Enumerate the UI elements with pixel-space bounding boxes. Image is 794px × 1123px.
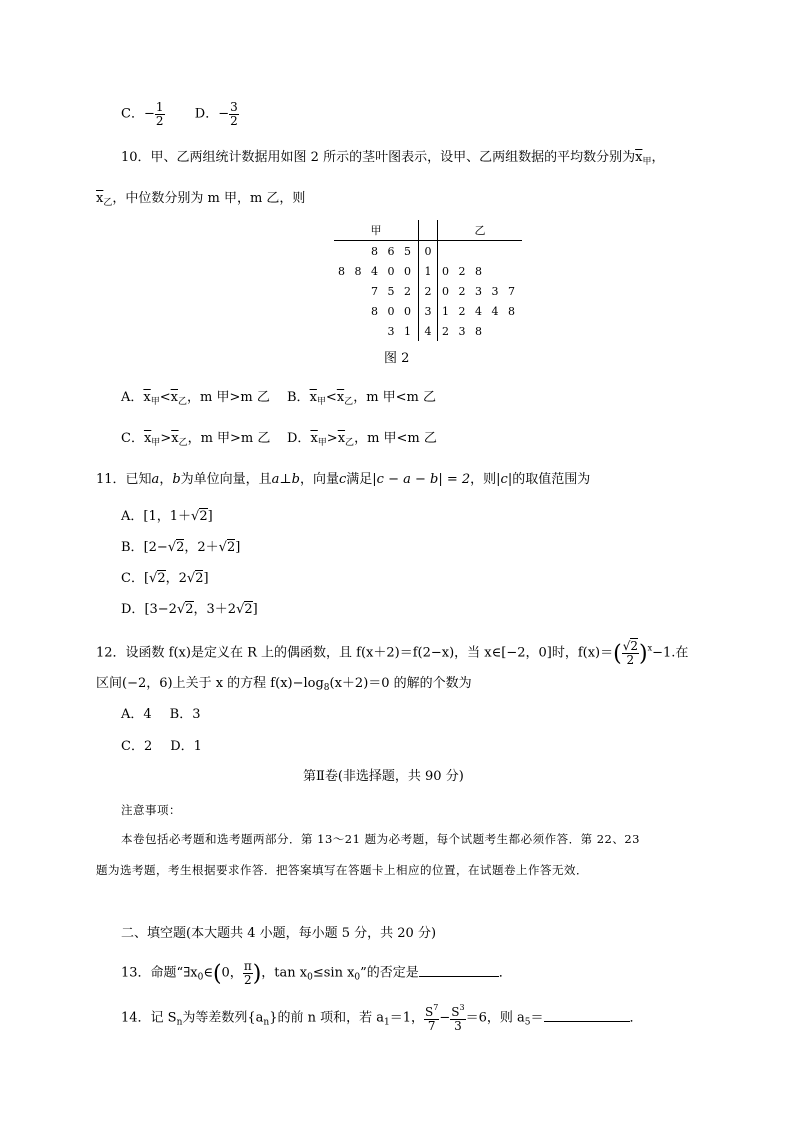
q9-option-d-fraction: [229, 101, 239, 127]
q11-opt-pre: [: [143, 571, 150, 586]
q10-text-2: ，中位数分别为 m 甲，m 乙，则: [112, 191, 306, 206]
q10-opt-xbar: $\overline{x}$: [309, 390, 317, 405]
q9-option-c-sign: −: [143, 106, 155, 122]
q10-opt-xbar2: $\overline{x}$: [171, 431, 179, 446]
q10-comma: ，: [651, 150, 665, 165]
q13-two: 2: [243, 972, 252, 987]
q11-text-5: ，则: [470, 472, 497, 487]
q12-text-1b: −1.在: [652, 645, 689, 661]
q14-s7-den: 7: [427, 1018, 436, 1033]
q9-d-numerator: 3: [230, 100, 238, 114]
q11-option-d: D．[3−2√2，3＋2√2]: [121, 602, 258, 617]
figure-caption: 图 2: [384, 351, 410, 366]
stem-header-mid: [418, 220, 437, 241]
q11-vec-b: b: [172, 472, 181, 487]
q14-text-2: 为等差数列{a: [182, 1010, 264, 1026]
q13-text-3: ，tan x: [261, 965, 308, 981]
q10-text-1: 10．甲、乙两组统计数据用如图 2 所示的茎叶图表示，设甲、乙两组数据的平均数分别为: [121, 150, 636, 165]
q10-opt-sub: 甲: [151, 438, 161, 448]
q14-end: ．: [629, 1010, 643, 1026]
q10-option-label: A．: [121, 390, 144, 405]
q12-radicand: 2: [630, 639, 638, 653]
q13-sub1: 0: [307, 972, 313, 983]
stem-row-left: 8 6 5: [370, 244, 414, 258]
q13-pi: π: [243, 959, 252, 973]
q9-options-row: [121, 101, 239, 127]
q13-end: ．: [498, 965, 512, 981]
q12-log-base: 8: [323, 683, 330, 693]
q10-option-d: [287, 432, 437, 448]
q10-option-label: C．: [121, 431, 144, 446]
q14-minus: −: [439, 1010, 451, 1026]
stem-row: [334, 261, 522, 281]
q12-option-d: D．1: [170, 739, 202, 754]
q10-opt-sub2: 乙: [344, 397, 354, 407]
q12-text-1: 12．设函数 f(x)是定义在 R 上的偶函数，且 f(x＋2)＝f(2−x)，当 x∈[−2，0]时，f(x)＝: [96, 645, 614, 661]
stem-row-left: 8 8 4 0 0: [338, 264, 414, 278]
stem-leaf-header: [334, 220, 522, 241]
stem-header-left: 甲: [334, 220, 418, 241]
notice-line-2: 题为选考题，考生根据要求作答．把答案填写在答题卡上相应的位置，在试题卷上作答无效．: [96, 863, 588, 877]
stem-row-right: [437, 241, 521, 262]
q10-opt-tail: ，m 甲>m 乙: [187, 431, 271, 446]
q14-sub-n: n: [176, 1017, 183, 1028]
q11-option-c: C．[√2，2√2]: [121, 571, 209, 586]
q10-opt-sub: 甲: [316, 397, 326, 407]
q10-opt-xbar: $\overline{x}$: [143, 390, 151, 405]
stem-row-left: 8 0 0: [370, 304, 414, 318]
stem-row-right: 2 3 8: [441, 324, 485, 338]
q13-left-paren: (: [212, 961, 222, 987]
q14-fraction-s3: [450, 1004, 465, 1032]
q11-opt-radicand: 2: [199, 509, 208, 524]
q11-sep: ，: [159, 472, 173, 487]
q11-option-label: D．: [121, 602, 145, 617]
q11-text-4: 满足: [346, 472, 373, 487]
q11-opt-mid: ，2: [165, 571, 187, 586]
q10-opt-rel: >: [160, 431, 172, 446]
stem-row-stem: 4: [418, 321, 437, 341]
q10-opt-tail: ，m 甲<m 乙: [353, 390, 436, 405]
q13-zero: 0，: [221, 965, 243, 981]
q14-text-1: 14．记 S: [121, 1010, 177, 1026]
q11-text-6: 的取值范围为: [512, 472, 591, 487]
q10-xbar-yi: $\overline{x}$: [96, 191, 104, 206]
stem-row-right: 0 2 8: [441, 264, 485, 278]
q13-text-4: ≤sin x: [312, 965, 355, 981]
q10-sub-jia: 甲: [642, 157, 652, 167]
stem-row: [334, 321, 522, 341]
q12-option-b: B．3: [169, 707, 201, 722]
q14-text-3: }的前 n 项和，若 a: [269, 1010, 385, 1026]
q10-option-label: B．: [287, 390, 310, 405]
q14-sub-5: 5: [524, 1017, 531, 1028]
q11-vec-a: a: [151, 472, 160, 487]
q9-c-numerator: 1: [155, 100, 164, 114]
q11-option-label: B．: [121, 540, 144, 555]
q11-vec-c: c: [339, 472, 347, 487]
q14-answer-blank[interactable]: [544, 1009, 630, 1022]
q12-numerator: √2: [622, 639, 638, 653]
q11-condition: |c − a − b| = 2: [372, 472, 471, 487]
q11-opt-mid: ，2＋: [184, 540, 219, 555]
q12-exponent: x: [647, 643, 653, 653]
q10-opt-sub2: 乙: [178, 438, 188, 448]
q11-opt-post: ]: [252, 602, 258, 617]
q11-text-2: 为单位向量，且: [180, 472, 272, 487]
q10-opt-xbar: $\overline{x}$: [143, 431, 152, 446]
stem-header-right: 乙: [437, 220, 521, 241]
q14-stem: [121, 1004, 643, 1032]
q12-options-cd: [121, 740, 202, 753]
q14-s3-den: 3: [454, 1018, 462, 1033]
q11-opt-radicand: 2: [176, 540, 185, 555]
q14-text-6: ＝: [530, 1010, 544, 1026]
q11-opt-pre: [3−2: [144, 602, 177, 617]
q11-opt-radicand: 2: [185, 602, 194, 617]
q12-text-2: 区间(−2，6)上关于 x 的方程 f(x)−log: [96, 676, 324, 691]
stem-row-left: 3 1: [387, 324, 414, 338]
q9-c-denominator: 2: [155, 113, 164, 128]
q14-sub-1: 1: [384, 1017, 390, 1028]
stem-leaf-figure: [334, 220, 522, 341]
q13-text-5: ”的否定是: [360, 965, 419, 981]
q13-answer-blank[interactable]: [419, 964, 499, 977]
stem-row-right: 0 2 3 3 7: [441, 284, 518, 298]
q10-opt-sub2: 乙: [345, 438, 355, 448]
q13-text-1: 13．命题“∃x: [121, 965, 198, 981]
q14-s3: S: [451, 1005, 460, 1019]
q12-fraction: [622, 640, 639, 666]
q14-sub-n2: n: [263, 1017, 270, 1028]
q12-denominator: 2: [626, 652, 635, 667]
q10-opt-rel: >: [326, 431, 338, 446]
q11-opt-pre: [2−: [143, 540, 168, 555]
q13-sub2: 0: [354, 972, 361, 983]
q10-option-a: [121, 391, 270, 407]
q12-option-c: C．2: [121, 739, 153, 754]
q11-abs-c: |c|: [496, 472, 513, 487]
q11-opt-post: ]: [207, 509, 213, 524]
q10-opt-xbar2: $\overline{x}$: [336, 390, 345, 405]
q10-opt-xbar2: $\overline{x}$: [170, 390, 178, 405]
q11-option-label: C．: [121, 571, 144, 586]
q10-opt-rel: <: [159, 390, 171, 405]
q11-stem: [96, 473, 590, 486]
q10-option-b: [287, 391, 436, 407]
stem-row-stem: 1: [418, 261, 437, 281]
q14-s3-sup: 3: [459, 1003, 465, 1012]
notice-line-1: 本卷包括必考题和选考题两部分．第 13～21 题为必考题，每个试题考生都必须作答．第 22、23: [121, 832, 640, 846]
q9-option-c-fraction: [155, 101, 165, 127]
q11-opt-radicand2: 2: [226, 540, 236, 555]
q10-stem-line2: [96, 192, 305, 208]
q11-opt-radicand: 2: [157, 571, 166, 586]
q10-opt-sub2: 乙: [178, 397, 188, 407]
q11-perp: a⊥b: [271, 472, 300, 487]
q12-stem-line2: [96, 677, 472, 693]
q10-xbar-jia: $\overline{x}$: [635, 150, 643, 165]
q10-opt-tail: ，m 甲>m 乙: [187, 390, 270, 405]
q13-stem: [121, 960, 512, 986]
stem-row-stem: 3: [418, 301, 437, 321]
q10-option-c: [121, 432, 270, 448]
q14-text-5: ＝6，则 a: [465, 1010, 525, 1026]
q10-opt-xbar2: $\overline{x}$: [337, 431, 346, 446]
section2-title: 二、填空题(本大题共 4 小题，每小题 5 分，共 20 分): [121, 926, 437, 941]
q10-opt-tail: ，m 甲<m 乙: [354, 431, 437, 446]
q12-option-a: A．4: [121, 707, 152, 722]
q13-text-2: ∈: [203, 965, 213, 981]
stem-leaf-table: [334, 220, 522, 341]
q11-opt-pre: [1，1＋: [143, 509, 192, 524]
q14-s7-sup: 7: [433, 1003, 439, 1012]
q11-opt-radicand2: 2: [244, 602, 253, 617]
q11-opt-post: ]: [235, 540, 241, 555]
q11-opt-mid: ，3＋2: [193, 602, 237, 617]
q13-right-paren: ): [252, 961, 262, 987]
stem-row: [334, 241, 522, 262]
q13-sub0: 0: [197, 972, 204, 983]
q11-text-3: ，向量: [299, 472, 339, 487]
q11-option-a: A．[1，1＋√2]: [121, 509, 213, 524]
q9-option-d-label: D．: [194, 106, 219, 122]
q11-option-b: B．[2−√2，2＋√2]: [121, 540, 241, 555]
q10-opt-sub: 甲: [150, 397, 160, 407]
q10-stem-line1: [121, 151, 664, 167]
q14-text-4: ＝1，: [389, 1010, 425, 1026]
q9-d-denominator: 2: [230, 113, 238, 128]
stem-row-left: 7 5 2: [370, 284, 414, 298]
q12-options-ab: [121, 708, 201, 721]
q11-opt-post: ]: [203, 571, 209, 586]
q12-text-2b: (x＋2)＝0 的解的个数为: [329, 676, 472, 691]
stem-row-stem: 0: [418, 241, 437, 262]
stem-row-right: 1 2 4 4 8: [441, 304, 518, 318]
stem-row-stem: 2: [418, 281, 437, 301]
q10-sub-yi: 乙: [103, 198, 113, 208]
q10-opt-xbar: $\overline{x}$: [310, 431, 318, 446]
q11-opt-radicand2: 2: [195, 571, 204, 586]
q9-option-d-sign: −: [218, 106, 230, 122]
q10-option-label: D．: [287, 431, 311, 446]
q14-fraction-s7: [424, 1004, 439, 1032]
q11-text-1: 11．已知: [96, 472, 152, 487]
stem-row: [334, 301, 522, 321]
part2-title: 第Ⅱ卷(非选择题，共 90 分): [303, 769, 464, 784]
q14-s7: S: [425, 1005, 434, 1019]
q9-option-c-label: C．: [121, 106, 144, 122]
q11-option-label: A．: [121, 509, 144, 524]
q10-opt-rel: <: [325, 390, 337, 405]
q12-stem-line1: 12．设函数 f(x)是定义在 R 上的偶函数，且 f(x＋2)＝f(2−x)，当 x∈[−2，0]时，f(x)＝( $\frac{√2}{2}$ )$^x$−1.在: [96, 639, 689, 667]
notice-heading: 注意事项：: [121, 803, 181, 817]
q10-opt-sub: 甲: [317, 438, 327, 448]
stem-row: [334, 281, 522, 301]
q13-fraction: [243, 960, 253, 986]
